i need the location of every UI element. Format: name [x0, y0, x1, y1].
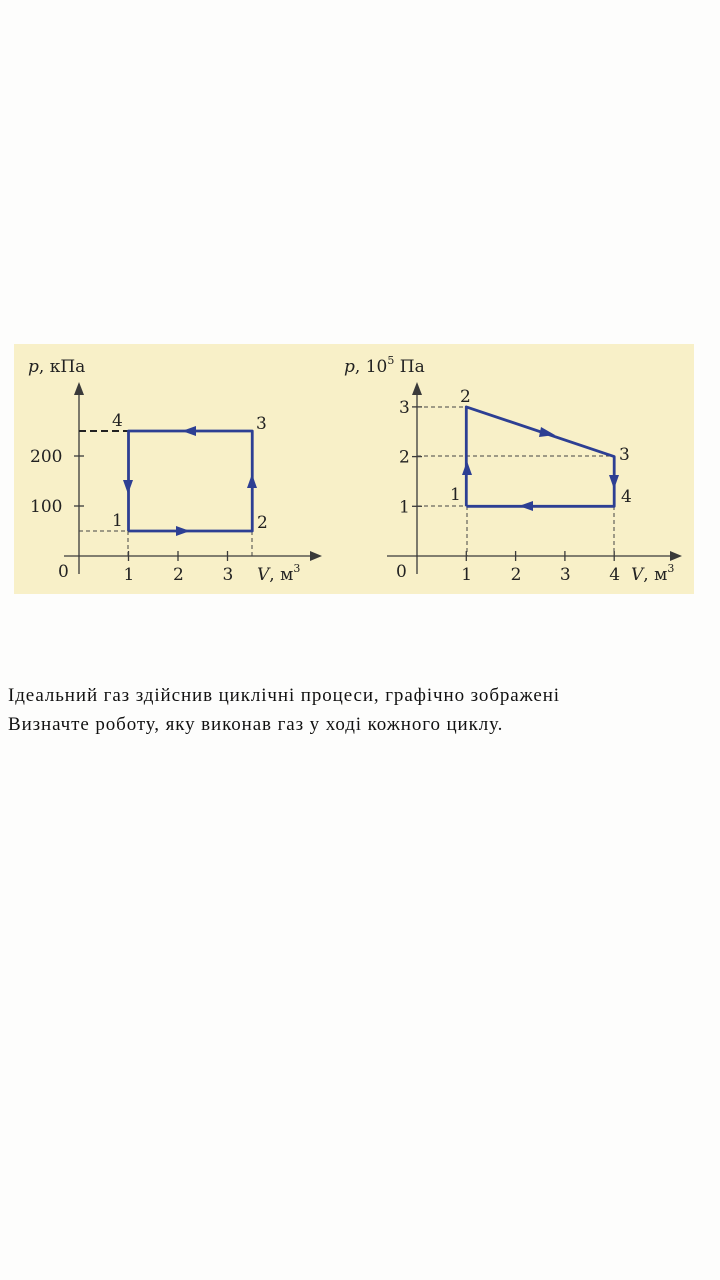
right-y-tick-label: 3 — [399, 397, 410, 418]
left-origin-label: 0 — [58, 562, 69, 582]
right-point-1-label: 1 — [450, 485, 461, 505]
problem-line-2: Визначте роботу, яку виконав газ у ході кожного циклу. — [8, 714, 504, 735]
right-origin-label: 0 — [396, 562, 407, 582]
pv-diagrams-figure — [14, 344, 694, 594]
left-x-tick-label: 3 — [222, 565, 234, 585]
right-x-axis-label: V, $м^3$ — [631, 562, 675, 585]
left-x-axis-label: V, $м^3$ — [257, 562, 301, 585]
right-x-tick-label: 2 — [510, 565, 522, 585]
left-x-tick-label: 1 — [123, 565, 135, 585]
right-x-tick-label: 4 — [609, 565, 621, 585]
right-y-tick-label: 2 — [399, 447, 410, 468]
right-y-tick-label: 1 — [399, 497, 410, 518]
right-y-axis-label: p, $10^5$ Па — [344, 354, 425, 377]
left-y-tick-label: 200 — [30, 447, 63, 467]
right-x-tick-label: 3 — [559, 565, 571, 585]
right-point-4-label: 4 — [621, 487, 632, 507]
left-y-axis-label: p, кПа — [28, 357, 86, 377]
left-point-4-label: 4 — [112, 411, 123, 431]
left-point-3-label: 3 — [256, 414, 267, 434]
problem-line-1: Ідеальний газ здійснив циклічні процеси, графічно зображені — [8, 685, 560, 706]
pv-diagrams-svg — [14, 344, 694, 594]
left-x-tick-label: 2 — [173, 565, 184, 585]
left-point-1-label: 1 — [112, 511, 123, 531]
left-y-tick-label: 100 — [30, 497, 63, 517]
right-point-3-label: 3 — [619, 445, 630, 465]
right-point-2-label: 2 — [460, 387, 471, 407]
left-point-2-label: 2 — [257, 513, 268, 533]
problem-statement — [8, 681, 720, 739]
right-x-tick-label: 1 — [461, 565, 473, 585]
